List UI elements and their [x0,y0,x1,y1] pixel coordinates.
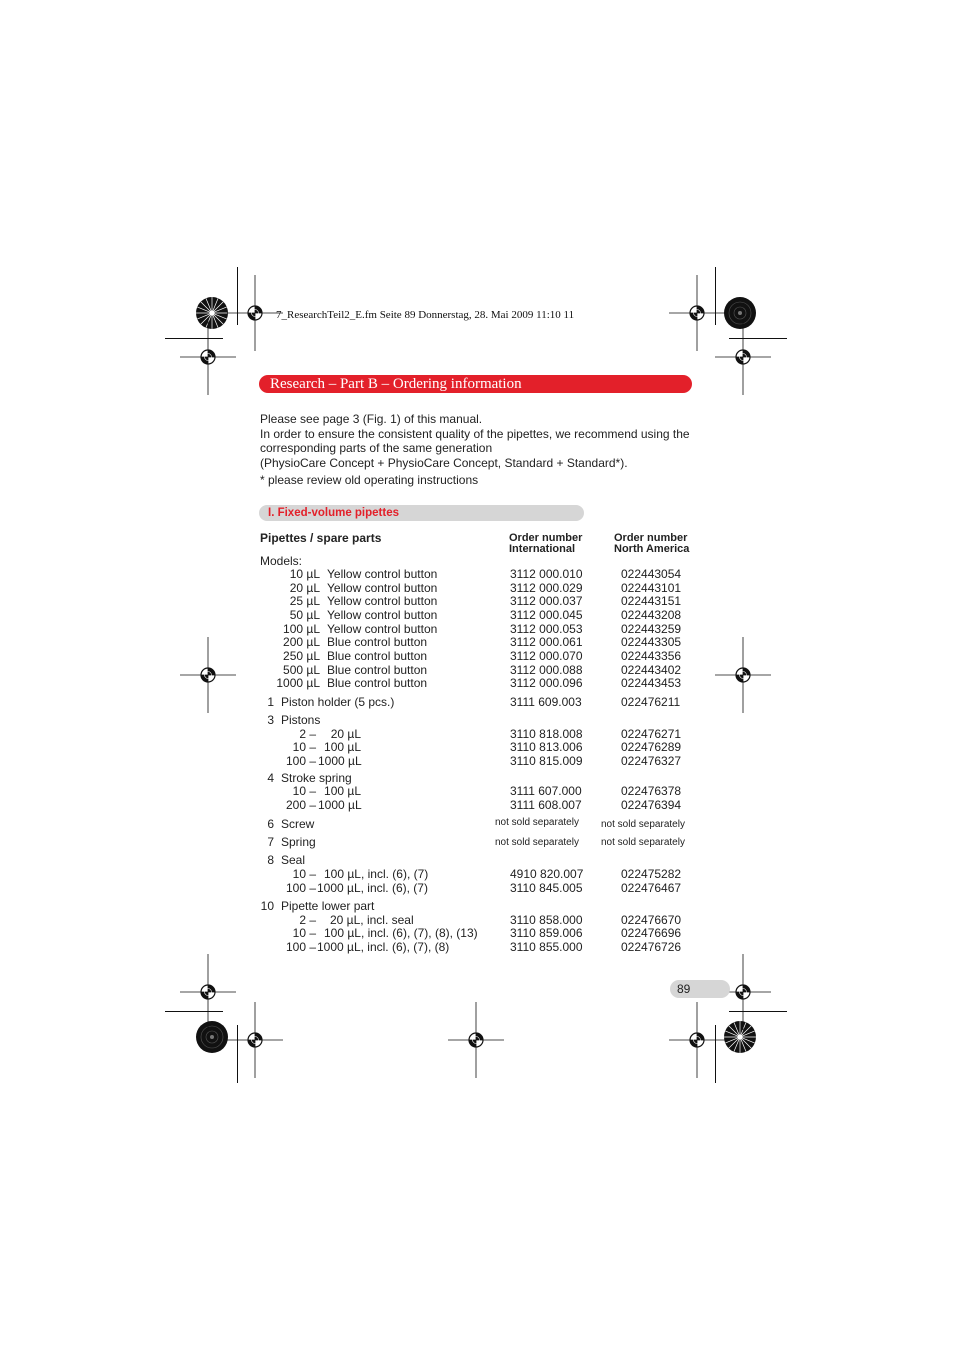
row-intl: 3111 607.000 [510,784,582,798]
row-volume: 1000 µL [276,676,320,690]
row-intl: 3110 845.005 [510,881,583,895]
row-intl: 3112 000.029 [510,581,583,595]
row-na: 022476394 [621,798,682,812]
intro-line: Please see page 3 (Fig. 1) of this manual. [260,412,483,426]
row-intl: 3112 000.088 [510,663,583,677]
range-from: 10 – [292,740,316,754]
range-to: 100 µL, incl. (6), (7), (8), (13) [324,926,478,940]
page-title: Research – Part B – Ordering information [270,376,522,392]
row-na: 022443305 [621,635,682,649]
not-sold-na: not sold separately [601,819,685,830]
row-volume: 20 µL [289,581,320,595]
part-label: Spring [281,835,316,849]
range-from: 2 – [299,913,316,927]
part-label: Stroke spring [281,771,352,785]
part-number: 10 [260,899,274,913]
row-na: 022443151 [621,594,682,608]
part-label: Piston holder (5 pcs.) [281,695,395,709]
row-intl: 3111 608.007 [510,798,582,812]
row-volume: 200 µL [283,635,320,649]
row-na: 022443259 [621,622,682,636]
intro-line: corresponding parts of the same generation [260,441,493,455]
row-desc: Blue control button [327,663,428,677]
row-intl: 3112 000.037 [510,594,583,608]
range-from: 2 – [299,727,316,741]
title-bar [259,375,692,393]
row-na: 022476467 [621,881,682,895]
row-intl: 3110 858.000 [510,913,583,927]
row-intl: 3112 000.096 [510,676,583,690]
range-to: 1000 µL, incl. (6), (7), (8) [317,940,450,954]
range-from: 10 – [292,926,316,940]
part-label: Screw [281,817,315,831]
part-number: 4 [267,771,274,785]
row-volume: 100 µL [283,622,320,636]
row-intl: 3110 855.000 [510,940,583,954]
row-na: 022443402 [621,663,682,677]
models-label: Models: [260,554,303,568]
range-to: 1000 µL, incl. (6), (7) [317,881,428,895]
page-number-pill [670,980,730,998]
row-intl: 3112 000.053 [510,622,583,636]
range-to: 100 µL, incl. (6), (7) [324,867,429,881]
part-number: 1 [267,695,274,709]
col-header-intl-sub: International [509,543,576,555]
row-desc: Yellow control button [327,581,438,595]
row-na: 022476271 [621,727,682,741]
part-number: 6 [267,817,274,831]
row-volume: 250 µL [283,649,320,663]
row-na: 022443453 [621,676,682,690]
range-to: 1000 µL [318,798,362,812]
row-intl: 3110 818.008 [510,727,583,741]
row-na: 022476211 [621,695,681,709]
part-number: 8 [267,853,274,867]
col-header-intl: Order number [509,532,583,544]
row-intl: 3112 000.070 [510,649,583,663]
row-desc: Blue control button [327,635,428,649]
range-from: 100 – [285,754,316,768]
row-na: 022476670 [621,913,682,927]
part-label: Pistons [281,713,321,727]
intro-note: * please review old operating instructions [260,473,479,487]
row-intl: 3112 000.010 [510,567,583,581]
row-na: 022476289 [621,740,682,754]
row-na: 022443054 [621,567,682,581]
section-heading: I. Fixed-volume pipettes [268,507,399,519]
col-header-na-sub: North America [614,543,690,555]
row-desc: Yellow control button [327,567,438,581]
print-header: 7_ResearchTeil2_E.fm Seite 89 Donnerstag, 28. Mai 2009 11:10 11 [276,309,575,321]
section-bar [259,505,584,521]
row-na: 022476726 [621,940,682,954]
range-to: 1000 µL [318,754,362,768]
range-from: 100 – [285,940,316,954]
row-na: 022476378 [621,784,682,798]
row-na: 022443101 [621,581,682,595]
row-na: 022475282 [621,867,682,881]
range-to: 100 µL [324,740,361,754]
row-desc: Yellow control button [327,608,438,622]
part-label: Pipette lower part [281,899,375,913]
row-intl: 3110 813.006 [510,740,583,754]
row-intl: 3110 859.006 [510,926,583,940]
range-from: 100 – [285,881,316,895]
row-volume: 50 µL [289,608,320,622]
row-intl: 3111 609.003 [510,695,582,709]
part-label: Seal [281,853,306,867]
range-from: 10 – [292,867,316,881]
row-na: 022443356 [621,649,682,663]
col-header-parts: Pipettes / spare parts [260,531,382,545]
range-to: 20 µL [330,727,361,741]
row-na: 022476696 [621,926,682,940]
row-intl: 3110 815.009 [510,754,583,768]
part-number: 7 [267,835,274,849]
row-volume: 500 µL [283,663,320,677]
intro-line: In order to ensure the consistent quality of the pipettes, we recommend using the [260,427,690,441]
row-na: 022443208 [621,608,682,622]
row-volume: 10 µL [289,567,320,581]
col-header-na: Order number [614,532,688,544]
range-to: 20 µL, incl. seal [330,913,414,927]
range-from: 200 – [285,798,316,812]
row-desc: Blue control button [327,676,428,690]
row-intl: 4910 820.007 [510,867,584,881]
row-na: 022476327 [621,754,682,768]
part-number: 3 [267,713,274,727]
row-volume: 25 µL [289,594,320,608]
not-sold-na: not sold separately [601,837,685,848]
row-desc: Blue control button [327,649,428,663]
row-desc: Yellow control button [327,622,438,636]
intro-line: (PhysioCare Concept + PhysioCare Concept, Standard + Standard*). [260,456,628,470]
not-sold-intl: not sold separately [495,837,579,848]
not-sold-intl: not sold separately [495,817,579,828]
page-number: 89 [677,982,691,996]
row-desc: Yellow control button [327,594,438,608]
range-to: 100 µL [324,784,361,798]
row-intl: 3112 000.045 [510,608,583,622]
row-intl: 3112 000.061 [510,635,583,649]
range-from: 10 – [292,784,316,798]
